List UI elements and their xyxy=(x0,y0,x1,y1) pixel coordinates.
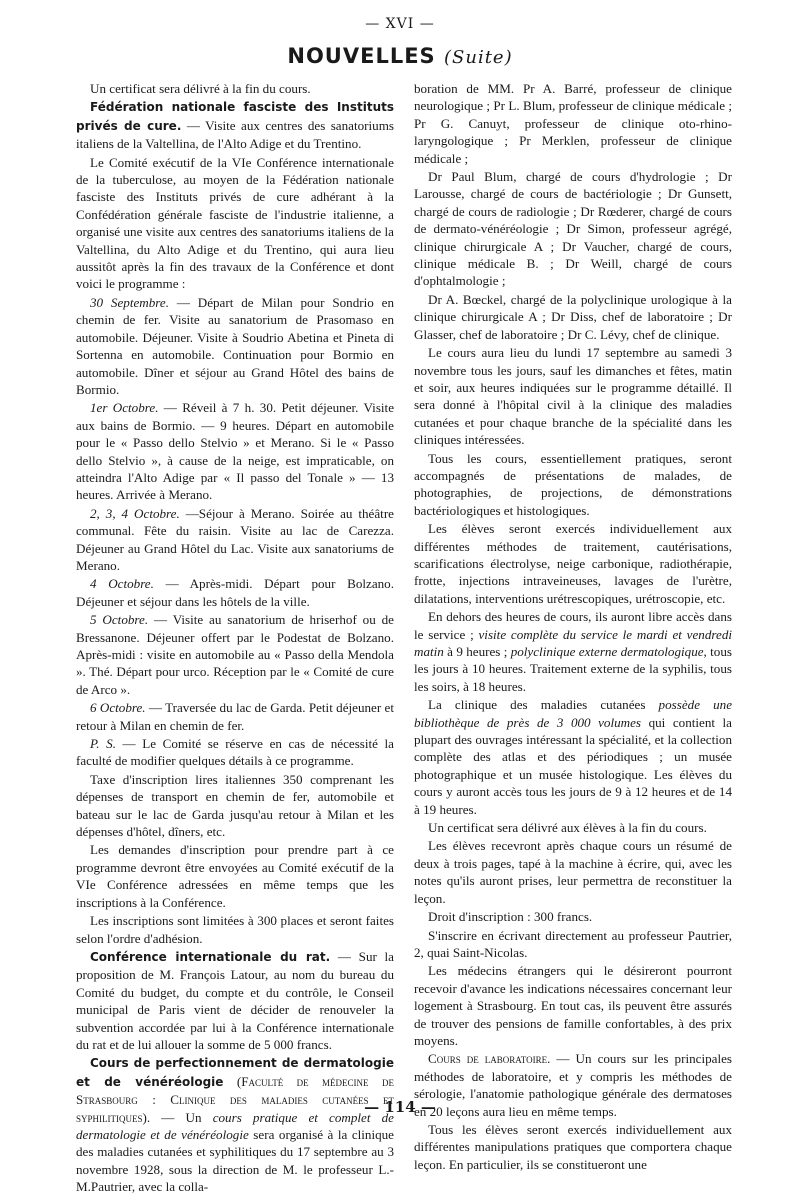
paragraph: S'inscrire en écrivant directement au professeur Pautrier, 2, quai Saint-Nicolas. xyxy=(414,927,732,960)
paragraph: Les élèves seront exercés individuellement aux différentes méthodes de traitement, cautérisations, scarifications électrolyse, neige carbonique, radiothérapie, frotte, injections intraveineuses, lavages de l'urètre, dilatations, interventions urétrescopiques, urétroscopie, etc. xyxy=(414,521,732,606)
program-text: — Traversée du lac de Garda. Petit déjeuner et retour à Milan en chemin de fer. xyxy=(76,700,394,733)
faculty-note: (Faculté de médecine de Strasbourg : Clinique des maladies cutanées et syphilitiques). xyxy=(76,1073,394,1125)
section-body: — Un cours sur les principales méthodes de laboratoire, et y compris les méthodes de sérologie, l'anatomie pathologique générale des dermatoses en 20 leçons aura lieu en même temps. xyxy=(414,1051,732,1119)
program-date: 6 Octobre. xyxy=(90,700,146,716)
program-text: — Réveil à 7 h. 30. Petit déjeuner. Visite aux bains de Bormio. — 9 heures. Départ en automobile pour le « Passo dello Stelvio » et Merano. Si le « Passo dello Stelvio », à cause de la neige, est impraticable, on atteindra l'Alto Adige par « Il passo del Tonale » — 13 heures. Arrivée à Merano. xyxy=(76,400,394,503)
paragraph: Les demandes d'inscription pour prendre part à ce programme devront être envoyées au Comité exécutif de la VIe Conférence adressées en même temps que les inscriptions à la Conférence. xyxy=(76,842,394,910)
text-run: qui contient la plupart des ouvrages intéressant la spécialité, et la collection complète des atlas et des périodiques ; un musée photographique et un musée histologique. Les élèves du cours y auront accès tous les jours de 9 à 12 heures et de 14 à 19 heures. xyxy=(414,714,732,817)
left-column xyxy=(76,80,394,1197)
page-roman-numeral: — XVI — xyxy=(365,16,435,32)
paragraph: Les médecins étrangers qui le désireront pourront recevoir d'avance les indications nécessaires concernant leur logement à Strasbourg. En tout cas, ils peuvent être assurés de trouver des pensions de famille confortables, à des prix moyens. xyxy=(414,963,732,1048)
text-emphasis: visite complète du service le mardi et vendredi matin xyxy=(414,626,733,659)
paragraph: Le Comité exécutif de la VIe Conférence internationale de la tuberculose, au moyen de la Fédération nationale fasciste des Instituts privés de cure adhérant à la Confédération générale fasciste de l'industrie italienne, a organisé une visite aux centres des sanatoriums italiens de la Valtellina, du Alto Adige et du Trentino, qui aura lieu aussitôt après la fin des travaux de la Conférence et dont voici le programme : xyxy=(76,154,394,292)
section-body: sera organisé à la clinique des maladies cutanées et syphilitiques du 17 septembre au 3 novembre 1928, sous la direction de M. le professeur L.-M.Pautrier, avec la colla- xyxy=(76,1126,394,1195)
text-run: , tous les jours à 10 heures. Traitement externe de la syphilis, tous les soirs, à 18 heures. xyxy=(414,644,732,694)
program-date: 4 Octobre. xyxy=(90,576,154,592)
paragraph: boration de MM. Pr A. Barré, professeur de clinique neurologique ; Pr L. Blum, professeur de clinique médicale ; Pr G. Canuyt, professeur de clinique oto-rhino-laryngologique ; Pr Merklen, professeur de clinique médicale ; xyxy=(414,81,732,166)
text-run: à 9 heures ; xyxy=(443,644,511,659)
section-dash: — Un xyxy=(150,1109,213,1125)
program-date: 2, 3, 4 Octobre. xyxy=(90,505,180,521)
program-day xyxy=(76,294,394,398)
program-date: 1er Octobre. xyxy=(90,400,159,416)
page-title xyxy=(0,44,800,68)
section-title: Cours de laboratoire. xyxy=(428,1051,551,1067)
text-emphasis: polyclinique externe dermatologique xyxy=(510,644,704,659)
paragraph: Les élèves recevront après chaque cours un résumé de deux à trois pages, tapé à la machine à écrire, qui, avec les notes qu'ils auront prises, leur permettra de reconstituer la leçon. xyxy=(414,838,732,906)
paragraph: Un certificat sera délivré à la fin du cours. xyxy=(90,81,311,96)
right-column xyxy=(414,80,732,1174)
page-number: — 114 — xyxy=(364,1098,436,1116)
program-date: 5 Octobre. xyxy=(90,612,149,628)
program-date: 30 Septembre. xyxy=(90,294,169,310)
program-day xyxy=(76,575,394,610)
section-title: Fédération nationale fasciste des Instituts privés de cure. xyxy=(76,100,394,133)
program-text: —Séjour à Merano. Soirée au théâtre communal. Fête du raisin. Visite au lac de Carezza. Déjeuner au Grand Hôtel du Lac. Visite aux sanatoriums de Merano. xyxy=(76,505,394,573)
section-title: Conférence internationale du rat. xyxy=(90,949,331,964)
program-day xyxy=(76,611,394,698)
title-suffix: (Suite) xyxy=(444,47,513,68)
section-federation xyxy=(76,98,394,152)
text-run: La clinique des maladies cutanées xyxy=(428,697,659,713)
paragraph: Dr Paul Blum, chargé de cours d'hydrologie ; Dr Larousse, chargé de cours de bactériologie ; Dr Gunsett, chargé de cours de radiologie ; Dr Rœderer, chargé de cours de dermato-vénéréologie ; Dr Simon, professeur agrégé, clinique chirurgicale A ; Dr Vaucher, chargé de cours, clinique médicale B. ; Dr Weill, chargé de cours d'ophtalmologie ; xyxy=(414,169,732,289)
section-body: — Visite aux centres des sanatoriums italiens de la Valtellina, de l'Alto Adige et du Trentino. xyxy=(76,117,394,152)
paragraph xyxy=(414,608,732,695)
program-day xyxy=(76,399,394,503)
paragraph: Un certificat sera délivré aux élèves à la fin du cours. xyxy=(428,820,707,836)
paragraph: Tous les cours, essentiellement pratiques, seront accompagnés de présentations de malades, de photographies, de projections, de démonstrations bactériologiques et histologiques. xyxy=(414,450,732,518)
program-text: — Visite au sanatorium de hriserhof ou de Bressanone. Déjeuner offert par le Podestat de Bolzano. Après-midi : visite en automobile au « Passo della Mendola ». Thé. Départ pour urco. Réception par le « Comité de cure de Arco ». xyxy=(76,612,394,697)
program-text: — Départ de Milan pour Sondrio en chemin de fer. Visite au sanatorium de Prasomaso en automobile. Déjeuner. Visite à Soudrio Abetina et Pineta di Sortenna en automobile. Continuation pour Bormio en automobile. Dîner et séjour au Grand Hôtel des bains de Bormio. xyxy=(76,294,394,397)
section-dermatology-course xyxy=(76,1054,394,1195)
paragraph: Le cours aura lieu du lundi 17 septembre au samedi 3 novembre tous les jours, sauf les dimanches et fêtes, matin et soir, aux heures indiquées sur le programme détaillé. Il sera donné à l'hôpital civil à la clinique des maladies cutanées et pour chaque branche de la spécialité dans les cliniques intéressées. xyxy=(414,345,732,448)
paragraph: Tous les élèves seront exercés individuellement aux différentes manipulations pratiques que comportera chaque leçon. En particulier, ils se constitueront une xyxy=(414,1121,732,1172)
text-emphasis: possède une bibliothèque de près de 3 000 volumes xyxy=(414,697,733,730)
paragraph: Droit d'inscription : 300 francs. xyxy=(428,909,593,925)
program-text: — Après-midi. Départ pour Bolzano. Déjeuner et séjour dans les hôtels de la ville. xyxy=(76,576,395,609)
program-day xyxy=(76,505,394,575)
paragraph: Dr A. Bœckel, chargé de la polyclinique urologique à la clinique chirurgicale A ; Dr Diss, chef de laboratoire ; Dr Glasser, chef de laboratoire ; Dr C. Lévy, chef de clinique. xyxy=(414,291,732,342)
section-title: Cours de perfectionnement de dermatologie et de vénéréologie xyxy=(76,1056,394,1089)
text-run: En dehors des heures de cours, ils auront libre accès dans le service ; xyxy=(414,609,732,642)
ps-label: P. S. xyxy=(90,736,116,752)
paragraph xyxy=(414,696,732,818)
program-day xyxy=(76,699,394,734)
paragraph: Les inscriptions sont limitées à 300 places et seront faites selon l'ordre d'adhésion. xyxy=(76,913,394,946)
course-emphasis: cours pratique et complet de dermatologie et de vénéréologie xyxy=(76,1109,394,1142)
section-rat-conference xyxy=(76,948,394,1053)
paragraph: Taxe d'inscription lires italiennes 350 comprenant les dépenses de transport en chemin de fer, automobile et bateau sur le lac de Garda jusqu'au retour à Milan et les dépenses d'hôtel, dîners, etc. xyxy=(76,771,394,840)
section-body: — Sur la proposition de M. François Latour, au nom du bureau du Comité du budget, du compte et du contrôle, le Conseil municipal de Paris vient de décider de renouveler la subvention accordée par lui à la Conférence internationale du rat et de lui allouer la somme de 5 000 francs. xyxy=(76,948,394,1052)
postscript xyxy=(76,735,394,770)
ps-text: — Le Comité se réserve en cas de nécessité la faculté de modifier quelques détails à ce programme. xyxy=(76,736,394,769)
title-text: NOUVELLES xyxy=(287,44,436,68)
